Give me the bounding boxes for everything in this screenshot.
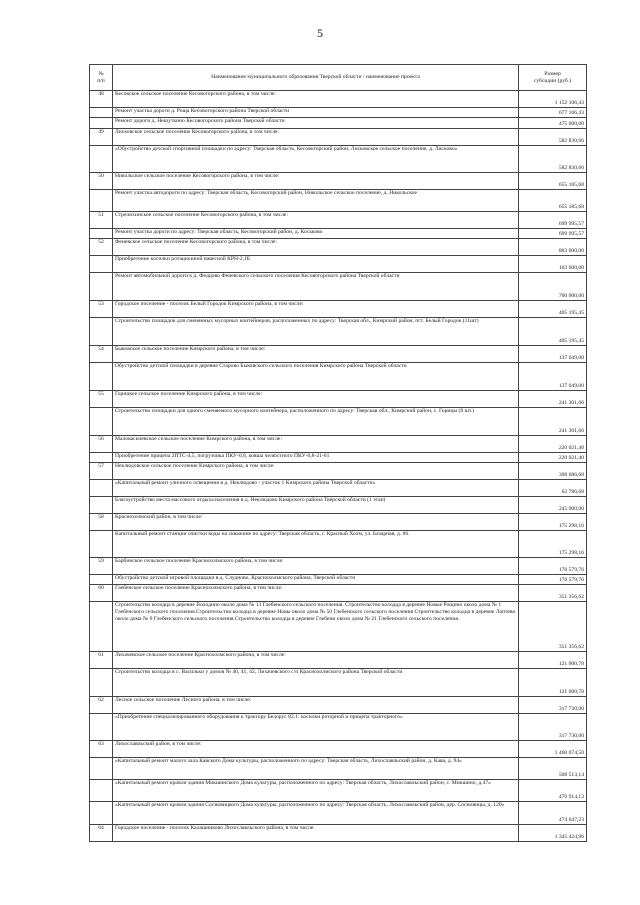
row-number	[90, 669, 113, 697]
row-amount: 655 185,68	[519, 190, 587, 212]
row-name: Приобретение прицепа 2ПТС-4,5, погрузчика ПКУ-0,8, ковша челюстного ПКУ-0,8-21-01	[113, 453, 519, 463]
table-row	[90, 318, 587, 346]
table-row	[90, 758, 587, 780]
row-amount: 1 345 424,96	[519, 825, 587, 842]
table-header-row	[90, 65, 587, 91]
row-amount: 582 830,66	[519, 129, 587, 146]
row-number	[90, 146, 113, 173]
row-name: Обустройство детской площадки в деревне Старово Быковского сельского поселения Кимрского района Тверской области	[113, 363, 519, 391]
row-amount: 1 460 074,50	[519, 741, 587, 758]
row-number: 57	[90, 463, 113, 480]
row-name: «Капитальный ремонт малого зала Кавского Дома культуры, расположенного по адресу: Тверская область, Лихославльский район, д. Кава, д. 94»	[113, 758, 519, 780]
row-name: Глебенское сельское поселение Краснохолмского района, в том числе:	[113, 585, 519, 602]
row-number	[90, 802, 113, 825]
row-number: 55	[90, 391, 113, 408]
row-name: Строительство площадок для сменяемых мусорных контейнеров, расположенных по адресу: Тверская обл., Кимрский район, пгт. Белый Городок (11шт)	[113, 318, 519, 346]
row-name: Краснохолмский район, в том числе:	[113, 514, 519, 531]
row-name: Никольское сельское поселение Кесовогорского района, в том числе:	[113, 173, 519, 190]
row-amount: 699 995,57	[519, 212, 587, 229]
table-row	[90, 146, 587, 173]
row-name: Ремонт участка дороги д. Роща Кесовогорского района Тверской области	[113, 108, 519, 118]
row-amount: 475 000,00	[519, 118, 587, 129]
row-amount: 351 356,62	[519, 585, 587, 602]
row-number: 58	[90, 514, 113, 531]
row-name: Кесовское сельское поселение Кесовогорского района, в том числе:	[113, 91, 519, 108]
row-number	[90, 453, 113, 463]
table-row	[90, 697, 587, 714]
row-amount: 582 830,66	[519, 146, 587, 173]
table-row	[90, 108, 587, 118]
table-row	[90, 91, 587, 108]
row-amount: 317 730,00	[519, 697, 587, 714]
table-row	[90, 825, 587, 842]
row-name: Ремонт участка дороги по адресу: Тверская область, Кесовогорский район, д. Коськово	[113, 229, 519, 239]
row-amount: 62 786,68	[519, 480, 587, 497]
row-amount: 176 579,76	[519, 575, 587, 585]
row-name: Городское поселение - поселок Белый Городок Кимрского района, в том числе:	[113, 301, 519, 318]
row-name: Неклюдовское сельское поселение Кимрского района, в том числе:	[113, 463, 519, 480]
table-row	[90, 256, 587, 273]
row-number: 52	[90, 239, 113, 256]
row-number	[90, 190, 113, 212]
table-row	[90, 408, 587, 436]
row-amount: 121 000,78	[519, 652, 587, 669]
row-number	[90, 758, 113, 780]
row-name: Феневское сельское поселение Кесовогорского района, в том числе:	[113, 239, 519, 256]
row-number	[90, 363, 113, 391]
table-row	[90, 212, 587, 229]
row-name: Капитальный ремонт станции очистки воды на скважине по адресу: Тверская область, г. Красный Холм, ул. Базарная, д. 86.	[113, 531, 519, 558]
row-name: Лихославльский район, в том числе:	[113, 741, 519, 758]
row-name: Строительство колодца в деревне Володино около дома № 13 Глебенского сельского поселения. Строительство колодца в деревне Новые Рощино около дома № 1 Глебенского сельского поселения.Строительство колодца в деревне Новы около дома № 50 Глебенского сельского поселения Строительство колодца в деревне Лаптево около дома № 9 Глебенского сельского поселения.Строительство колодца в деревне Глебени около дома № 21 Глебенского сельского поселения.	[113, 602, 519, 652]
row-amount: 137 049,00	[519, 363, 587, 391]
header-amount: Размер субсидии (руб.)	[519, 65, 587, 91]
row-number	[90, 531, 113, 558]
table-row	[90, 273, 587, 301]
row-name: Ремонт дороги д. Нешуткино Кесовогорского района Тверской области	[113, 118, 519, 129]
row-amount: 699 995,57	[519, 229, 587, 239]
row-name: Лесное сельское поселение Лесного района, в том числе:	[113, 697, 519, 714]
row-number	[90, 229, 113, 239]
row-amount: 103 600,00	[519, 256, 587, 273]
row-name: Обустройство детской игровой площадки в д. Слудново, Краснохолмского района, Тверской области	[113, 575, 519, 585]
row-number	[90, 575, 113, 585]
row-amount: 176 579,76	[519, 558, 587, 575]
row-number: 60	[90, 585, 113, 602]
subsidy-table	[89, 64, 587, 842]
table-row	[90, 714, 587, 741]
table-row	[90, 514, 587, 531]
table-row	[90, 391, 587, 408]
row-amount: 476 914,13	[519, 780, 587, 802]
table-row	[90, 118, 587, 129]
table-row	[90, 229, 587, 239]
table-row	[90, 453, 587, 463]
row-name: «Капитальный ремонт кровли здания Микшинского Дома культуры, расположенного по адресу: Тверская область, Лихославльский район, с. Микшино, д.47»	[113, 780, 519, 802]
table-body	[90, 91, 587, 842]
row-number	[90, 714, 113, 741]
row-number	[90, 118, 113, 129]
table-row	[90, 436, 587, 453]
row-amount: 474 647,23	[519, 802, 587, 825]
row-name: Маловасилевское сельское поселение Кимрского района, в том числе:	[113, 436, 519, 453]
table-row	[90, 652, 587, 669]
row-number: 62	[90, 697, 113, 714]
row-amount: 655 185,68	[519, 173, 587, 190]
row-number	[90, 497, 113, 514]
row-amount: 137 049,00	[519, 346, 587, 363]
page-number: 5	[317, 26, 323, 40]
table-row	[90, 301, 587, 318]
row-name: Быковское сельское поселение Кимрского района, в том числе:	[113, 346, 519, 363]
row-number: 64	[90, 825, 113, 842]
row-number: 61	[90, 652, 113, 669]
table-row	[90, 173, 587, 190]
row-name: Ремонт автомобильной дороги к д. Федцово Феневского сельского поселения Кесовогорского района Тверской области	[113, 273, 519, 301]
row-amount: 317 730,00	[519, 714, 587, 741]
row-amount: 677 106,43	[519, 108, 587, 118]
table-row	[90, 780, 587, 802]
table-row	[90, 363, 587, 391]
header-number: № п/п	[90, 65, 113, 91]
table-row	[90, 480, 587, 497]
row-number	[90, 318, 113, 346]
row-amount: 308 686,68	[519, 463, 587, 480]
table-row	[90, 669, 587, 697]
row-name: «Приобретение специализированного оборудования к трактору Белорус 82.1: косилки роторной и прицепа тракторного»	[113, 714, 519, 741]
row-amount: 1 152 106,43	[519, 91, 587, 108]
row-amount: 241 301,66	[519, 408, 587, 436]
row-name: Приобретение косилки ротационной навесной КРН-2,1Б	[113, 256, 519, 273]
table-row	[90, 239, 587, 256]
row-number: 50	[90, 173, 113, 190]
row-number: 63	[90, 741, 113, 758]
row-amount: 405 195,45	[519, 318, 587, 346]
row-number	[90, 602, 113, 652]
header-name: Наименование муниципального образования Тверской области / наименование проекта	[113, 65, 519, 91]
row-amount: 175 298,16	[519, 531, 587, 558]
row-amount: 245 900,00	[519, 497, 587, 514]
table-row	[90, 741, 587, 758]
row-amount: 803 600,00	[519, 239, 587, 256]
row-name: «Обустройство детской спортивной площадки по адресу: Тверская область, Кесовогорский район, Лисковское сельское поселение, д. Лисково»	[113, 146, 519, 173]
row-amount: 351 356,62	[519, 602, 587, 652]
row-name: Строительство площадки для одного сменяемого мусорного контейнера, расположенного по адресу: Тверская обл., Кимрский район, с. Горицы (8 шт.)	[113, 408, 519, 436]
row-number: 49	[90, 129, 113, 146]
table-row	[90, 558, 587, 575]
row-amount: 241 301,66	[519, 391, 587, 408]
table-row	[90, 129, 587, 146]
row-name: Лихачевское сельское поселение Краснохолмского района, в том числе:	[113, 652, 519, 669]
row-number: 53	[90, 301, 113, 318]
row-number: 56	[90, 436, 113, 453]
row-amount: 405 195,45	[519, 301, 587, 318]
row-number	[90, 780, 113, 802]
row-number	[90, 408, 113, 436]
table-row	[90, 531, 587, 558]
row-name: Горицкое сельское поселение Кимрского района, в том числе:	[113, 391, 519, 408]
row-amount: 700 000,00	[519, 273, 587, 301]
row-name: Благоустройство места массового отдыха населения в д. Неклюдово Кимрского района Тверской области (1 этап)	[113, 497, 519, 514]
row-amount: 121 000,78	[519, 669, 587, 697]
row-amount: 508 513,14	[519, 758, 587, 780]
table-row	[90, 190, 587, 212]
row-number	[90, 108, 113, 118]
row-amount: 175 298,16	[519, 514, 587, 531]
row-amount: 220 021,40	[519, 436, 587, 453]
row-number	[90, 480, 113, 497]
table-row	[90, 463, 587, 480]
row-name: Городское поселение - поселок Калашниково Лихославльского района, в том числе:	[113, 825, 519, 842]
table-row	[90, 575, 587, 585]
row-name: Строительство колодца в с. Васильки у домов № 40, 41, 42, Лихачевского с/п Краснохолмского района Тверской области	[113, 669, 519, 697]
row-name: «Капитальный ремонт уличного освещения в д. Неклюдово - участок 1 Кимрского района Тверской области»	[113, 480, 519, 497]
row-name: Барбинское сельское поселение Краснохолмского района, в том числе:	[113, 558, 519, 575]
row-number: 51	[90, 212, 113, 229]
row-name: «Капитальный ремонт кровли здания Сосновицкого Дома культуры, расположенного по адресу: Тверская область, Лихославльский район, дер. Сосновицы, д. 120»	[113, 802, 519, 825]
table-row	[90, 497, 587, 514]
row-number	[90, 273, 113, 301]
table-row	[90, 602, 587, 652]
table-row	[90, 802, 587, 825]
row-name: Ремонт участка автодороги по адресу: Тверская область, Кесовогорский район, Никольское сельское поселение, д. Никольское	[113, 190, 519, 212]
row-name: Лисковское сельское поселение Кесовогорского района, в том числе:	[113, 129, 519, 146]
row-number: 59	[90, 558, 113, 575]
row-amount: 220 021,40	[519, 453, 587, 463]
table-row	[90, 346, 587, 363]
row-number	[90, 256, 113, 273]
table-row	[90, 585, 587, 602]
row-name: Стрелихинское сельское поселение Кесовогорского района, в том числе:	[113, 212, 519, 229]
row-number: 54	[90, 346, 113, 363]
row-number: 48	[90, 91, 113, 108]
